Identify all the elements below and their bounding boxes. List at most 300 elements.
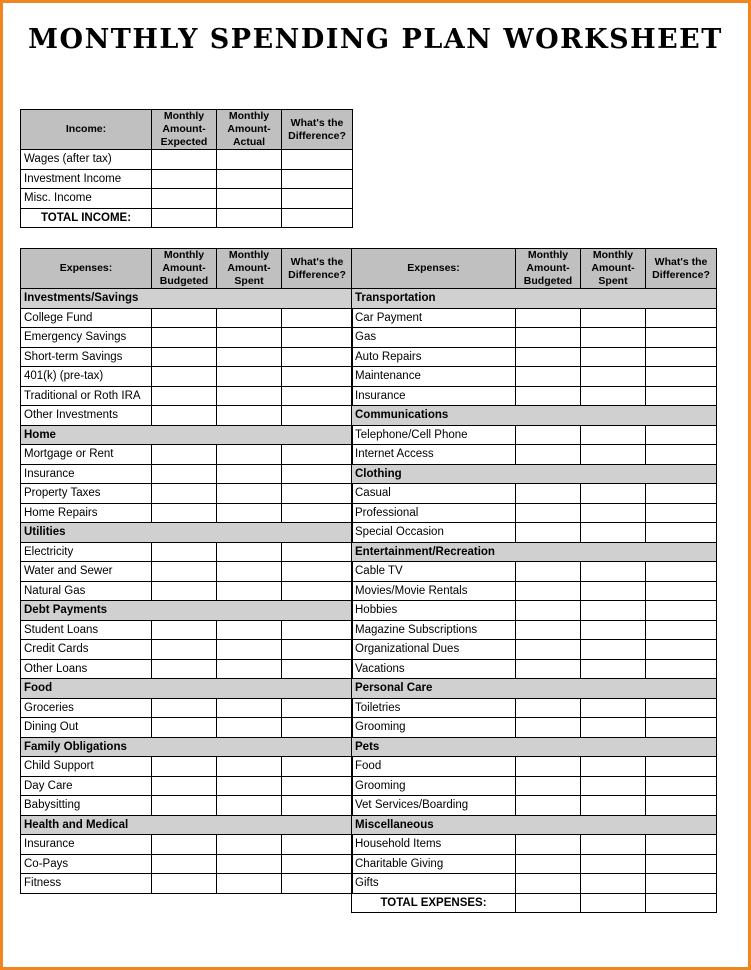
row-label: Gifts — [352, 874, 516, 894]
section-header-row — [21, 679, 353, 699]
amount-2-cell[interactable] — [217, 854, 282, 874]
table-row — [352, 776, 717, 796]
amount-2-cell[interactable] — [581, 581, 646, 601]
total-row — [352, 893, 717, 913]
difference-cell[interactable] — [646, 698, 717, 718]
amount-1-cell[interactable] — [516, 620, 581, 640]
amount-2-cell[interactable] — [217, 150, 282, 170]
amount-2-cell[interactable] — [581, 367, 646, 387]
table-row — [21, 640, 353, 660]
difference-cell[interactable] — [646, 659, 717, 679]
amount-1-cell[interactable] — [516, 308, 581, 328]
difference-cell[interactable] — [282, 484, 353, 504]
amount-2-cell[interactable] — [217, 620, 282, 640]
table-row — [352, 718, 717, 738]
amount-2-cell[interactable] — [581, 503, 646, 523]
difference-cell[interactable] — [282, 503, 353, 523]
table-row — [21, 150, 353, 170]
row-label: Maintenance — [352, 367, 516, 387]
row-label: Short-term Savings — [21, 347, 152, 367]
row-label: Insurance — [21, 835, 152, 855]
difference-cell[interactable] — [282, 150, 353, 170]
table-row — [352, 308, 717, 328]
expenses-table-right — [351, 248, 717, 913]
section-header-row — [21, 815, 353, 835]
amount-2-cell[interactable] — [581, 718, 646, 738]
amount-1-cell[interactable] — [516, 835, 581, 855]
table-row — [352, 620, 717, 640]
column-header: What's the Difference? — [646, 249, 717, 289]
amount-1-cell[interactable] — [152, 328, 217, 348]
section-header-row — [21, 425, 353, 445]
total-amount-2-cell[interactable] — [217, 208, 282, 228]
header-row — [21, 249, 353, 289]
row-label: Magazine Subscriptions — [352, 620, 516, 640]
row-label: Day Care — [21, 776, 152, 796]
amount-2-cell[interactable] — [217, 757, 282, 777]
amount-1-cell[interactable] — [152, 464, 217, 484]
amount-2-cell[interactable] — [217, 464, 282, 484]
header-row — [21, 110, 353, 150]
amount-1-cell[interactable] — [152, 718, 217, 738]
section-label: Food — [21, 679, 353, 699]
table-row — [21, 169, 353, 189]
row-label: Misc. Income — [21, 189, 152, 209]
difference-cell[interactable] — [646, 386, 717, 406]
section-label: Personal Care — [352, 679, 717, 699]
amount-1-cell[interactable] — [152, 698, 217, 718]
table-row — [352, 581, 717, 601]
table-row — [352, 328, 717, 348]
section-header-row — [352, 406, 717, 426]
amount-2-cell[interactable] — [217, 835, 282, 855]
difference-cell[interactable] — [646, 640, 717, 660]
row-label: Dining Out — [21, 718, 152, 738]
amount-2-cell[interactable] — [217, 484, 282, 504]
table-row — [352, 796, 717, 816]
difference-cell[interactable] — [282, 835, 353, 855]
amount-2-cell[interactable] — [217, 698, 282, 718]
table-row — [21, 796, 353, 816]
amount-2-cell[interactable] — [217, 503, 282, 523]
amount-1-cell[interactable] — [516, 796, 581, 816]
table-row — [352, 562, 717, 582]
amount-2-cell[interactable] — [217, 406, 282, 426]
row-label: Emergency Savings — [21, 328, 152, 348]
row-label: Vet Services/Boarding — [352, 796, 516, 816]
column-header: Monthly Amount-Budgeted — [152, 249, 217, 289]
difference-cell[interactable] — [646, 328, 717, 348]
row-label: Telephone/Cell Phone — [352, 425, 516, 445]
column-header: Monthly Amount-Actual — [217, 110, 282, 150]
row-label: Auto Repairs — [352, 347, 516, 367]
amount-1-cell[interactable] — [516, 776, 581, 796]
amount-2-cell[interactable] — [217, 776, 282, 796]
column-header: What's the Difference? — [282, 110, 353, 150]
column-header: Expenses: — [352, 249, 516, 289]
table-row — [21, 445, 353, 465]
amount-1-cell[interactable] — [152, 581, 217, 601]
table-row — [21, 328, 353, 348]
amount-1-cell[interactable] — [516, 698, 581, 718]
table-row — [21, 562, 353, 582]
amount-1-cell[interactable] — [516, 757, 581, 777]
column-header: Monthly Amount-Spent — [217, 249, 282, 289]
section-header-row — [352, 289, 717, 309]
amount-1-cell[interactable] — [152, 169, 217, 189]
table-row — [352, 503, 717, 523]
row-label: Other Investments — [21, 406, 152, 426]
section-label: Debt Payments — [21, 601, 353, 621]
section-header-row — [21, 601, 353, 621]
difference-cell[interactable] — [646, 718, 717, 738]
amount-2-cell[interactable] — [581, 854, 646, 874]
amount-1-cell[interactable] — [516, 640, 581, 660]
total-amount-2-cell[interactable] — [581, 893, 646, 913]
amount-2-cell[interactable] — [581, 640, 646, 660]
header-row — [352, 249, 717, 289]
table-row — [352, 425, 717, 445]
expenses-table-left — [20, 248, 353, 894]
row-label: Insurance — [352, 386, 516, 406]
amount-1-cell[interactable] — [516, 562, 581, 582]
section-header-row — [352, 464, 717, 484]
amount-2-cell[interactable] — [217, 796, 282, 816]
amount-1-cell[interactable] — [152, 367, 217, 387]
row-label: Traditional or Roth IRA — [21, 386, 152, 406]
amount-2-cell[interactable] — [217, 386, 282, 406]
amount-1-cell[interactable] — [516, 854, 581, 874]
difference-cell[interactable] — [646, 776, 717, 796]
difference-cell[interactable] — [282, 854, 353, 874]
row-label: Groceries — [21, 698, 152, 718]
amount-1-cell[interactable] — [516, 718, 581, 738]
amount-1-cell[interactable] — [516, 659, 581, 679]
amount-1-cell[interactable] — [516, 601, 581, 621]
row-label: Fitness — [21, 874, 152, 894]
total-row — [21, 208, 353, 228]
amount-2-cell[interactable] — [217, 189, 282, 209]
amount-1-cell[interactable] — [152, 874, 217, 894]
row-label: Charitable Giving — [352, 854, 516, 874]
section-label: Health and Medical — [21, 815, 353, 835]
section-label: Clothing — [352, 464, 717, 484]
difference-cell[interactable] — [282, 562, 353, 582]
difference-cell[interactable] — [646, 562, 717, 582]
difference-cell[interactable] — [646, 503, 717, 523]
amount-2-cell[interactable] — [217, 718, 282, 738]
section-label: Transportation — [352, 289, 717, 309]
difference-cell[interactable] — [646, 874, 717, 894]
row-label: Professional — [352, 503, 516, 523]
amount-2-cell[interactable] — [581, 445, 646, 465]
difference-cell[interactable] — [646, 835, 717, 855]
amount-1-cell[interactable] — [152, 562, 217, 582]
row-label: Other Loans — [21, 659, 152, 679]
table-row — [21, 835, 353, 855]
difference-cell[interactable] — [646, 308, 717, 328]
table-row — [21, 347, 353, 367]
table-row — [352, 445, 717, 465]
row-label: Electricity — [21, 542, 152, 562]
table-row — [21, 503, 353, 523]
table-row — [352, 757, 717, 777]
amount-2-cell[interactable] — [217, 659, 282, 679]
total-label: TOTAL EXPENSES: — [352, 893, 516, 913]
amount-1-cell[interactable] — [516, 503, 581, 523]
amount-1-cell[interactable] — [152, 796, 217, 816]
total-amount-1-cell[interactable] — [152, 208, 217, 228]
table-row — [21, 854, 353, 874]
amount-1-cell[interactable] — [516, 347, 581, 367]
table-row — [21, 386, 353, 406]
amount-1-cell[interactable] — [516, 581, 581, 601]
amount-2-cell[interactable] — [581, 601, 646, 621]
amount-2-cell[interactable] — [581, 776, 646, 796]
section-label: Utilities — [21, 523, 353, 543]
table-row — [21, 776, 353, 796]
row-label: Casual — [352, 484, 516, 504]
row-label: Mortgage or Rent — [21, 445, 152, 465]
row-label: Internet Access — [352, 445, 516, 465]
difference-cell[interactable] — [646, 796, 717, 816]
amount-2-cell[interactable] — [217, 347, 282, 367]
section-header-row — [352, 679, 717, 699]
row-label: Grooming — [352, 718, 516, 738]
amount-1-cell[interactable] — [152, 835, 217, 855]
table-row — [21, 308, 353, 328]
table-row — [352, 347, 717, 367]
amount-1-cell[interactable] — [152, 386, 217, 406]
difference-cell[interactable] — [282, 367, 353, 387]
amount-1-cell[interactable] — [152, 503, 217, 523]
table-row — [21, 718, 353, 738]
amount-1-cell[interactable] — [152, 308, 217, 328]
difference-cell[interactable] — [646, 523, 717, 543]
column-header: Expenses: — [21, 249, 152, 289]
table-row — [352, 835, 717, 855]
amount-1-cell[interactable] — [516, 386, 581, 406]
amount-1-cell[interactable] — [516, 523, 581, 543]
difference-cell[interactable] — [646, 367, 717, 387]
amount-2-cell[interactable] — [217, 640, 282, 660]
amount-2-cell[interactable] — [217, 874, 282, 894]
row-label: Credit Cards — [21, 640, 152, 660]
difference-cell[interactable] — [282, 445, 353, 465]
section-header-row — [21, 523, 353, 543]
difference-cell[interactable] — [282, 347, 353, 367]
section-label: Family Obligations — [21, 737, 353, 757]
amount-2-cell[interactable] — [217, 328, 282, 348]
difference-cell[interactable] — [282, 776, 353, 796]
table-row — [21, 757, 353, 777]
table-row — [352, 386, 717, 406]
table-row — [21, 464, 353, 484]
page-title: MONTHLY SPENDING PLAN WORKSHEET — [28, 24, 723, 55]
table-row — [352, 874, 717, 894]
amount-1-cell[interactable] — [152, 445, 217, 465]
total-difference-cell[interactable] — [282, 208, 353, 228]
row-label: Natural Gas — [21, 581, 152, 601]
table-row — [21, 874, 353, 894]
row-label: Gas — [352, 328, 516, 348]
difference-cell[interactable] — [282, 640, 353, 660]
row-label: Property Taxes — [21, 484, 152, 504]
section-label: Investments/Savings — [21, 289, 353, 309]
section-header-row — [352, 737, 717, 757]
amount-1-cell[interactable] — [152, 620, 217, 640]
amount-1-cell[interactable] — [152, 542, 217, 562]
table-row — [21, 698, 353, 718]
amount-2-cell[interactable] — [217, 542, 282, 562]
amount-2-cell[interactable] — [581, 562, 646, 582]
table-row — [21, 542, 353, 562]
amount-2-cell[interactable] — [581, 347, 646, 367]
row-label: Co-Pays — [21, 854, 152, 874]
table-row — [352, 640, 717, 660]
amount-1-cell[interactable] — [152, 757, 217, 777]
difference-cell[interactable] — [282, 874, 353, 894]
difference-cell[interactable] — [282, 718, 353, 738]
total-amount-1-cell[interactable] — [516, 893, 581, 913]
row-label: Cable TV — [352, 562, 516, 582]
section-label: Home — [21, 425, 353, 445]
difference-cell[interactable] — [646, 347, 717, 367]
difference-cell[interactable] — [282, 169, 353, 189]
amount-1-cell[interactable] — [516, 367, 581, 387]
row-label: Insurance — [21, 464, 152, 484]
table-row — [352, 484, 717, 504]
amount-2-cell[interactable] — [581, 659, 646, 679]
table-row — [21, 620, 353, 640]
amount-1-cell[interactable] — [152, 659, 217, 679]
amount-2-cell[interactable] — [217, 308, 282, 328]
section-label: Communications — [352, 406, 717, 426]
amount-2-cell[interactable] — [217, 445, 282, 465]
row-label: 401(k) (pre-tax) — [21, 367, 152, 387]
row-label: Water and Sewer — [21, 562, 152, 582]
table-row — [352, 659, 717, 679]
difference-cell[interactable] — [646, 854, 717, 874]
amount-2-cell[interactable] — [217, 581, 282, 601]
difference-cell[interactable] — [646, 757, 717, 777]
row-label: Wages (after tax) — [21, 150, 152, 170]
table-row — [21, 484, 353, 504]
difference-cell[interactable] — [646, 425, 717, 445]
difference-cell[interactable] — [646, 601, 717, 621]
section-header-row — [352, 542, 717, 562]
amount-1-cell[interactable] — [152, 854, 217, 874]
amount-1-cell[interactable] — [516, 328, 581, 348]
amount-1-cell[interactable] — [516, 874, 581, 894]
difference-cell[interactable] — [282, 581, 353, 601]
amount-2-cell[interactable] — [581, 796, 646, 816]
section-header-row — [352, 815, 717, 835]
total-label: TOTAL INCOME: — [21, 208, 152, 228]
amount-2-cell[interactable] — [581, 698, 646, 718]
row-label: Child Support — [21, 757, 152, 777]
total-difference-cell[interactable] — [646, 893, 717, 913]
amount-1-cell[interactable] — [516, 484, 581, 504]
section-header-row — [21, 289, 353, 309]
row-label: Babysitting — [21, 796, 152, 816]
difference-cell[interactable] — [282, 620, 353, 640]
amount-1-cell[interactable] — [516, 445, 581, 465]
table-row — [352, 601, 717, 621]
difference-cell[interactable] — [646, 620, 717, 640]
section-header-row — [21, 737, 353, 757]
amount-2-cell[interactable] — [581, 757, 646, 777]
section-label: Miscellaneous — [352, 815, 717, 835]
amount-1-cell[interactable] — [152, 189, 217, 209]
difference-cell[interactable] — [282, 659, 353, 679]
difference-cell[interactable] — [282, 698, 353, 718]
amount-1-cell[interactable] — [152, 484, 217, 504]
amount-2-cell[interactable] — [581, 523, 646, 543]
table-row — [352, 698, 717, 718]
difference-cell[interactable] — [282, 542, 353, 562]
row-label: Food — [352, 757, 516, 777]
table-row — [21, 406, 353, 426]
row-label: Special Occasion — [352, 523, 516, 543]
amount-1-cell[interactable] — [152, 776, 217, 796]
amount-2-cell[interactable] — [581, 835, 646, 855]
row-label: Home Repairs — [21, 503, 152, 523]
amount-1-cell[interactable] — [516, 425, 581, 445]
amount-1-cell[interactable] — [152, 347, 217, 367]
amount-2-cell[interactable] — [217, 562, 282, 582]
difference-cell[interactable] — [282, 464, 353, 484]
amount-2-cell[interactable] — [581, 874, 646, 894]
amount-2-cell[interactable] — [217, 169, 282, 189]
income-table — [20, 109, 353, 228]
amount-2-cell[interactable] — [581, 328, 646, 348]
difference-cell[interactable] — [282, 386, 353, 406]
difference-cell[interactable] — [646, 445, 717, 465]
amount-2-cell[interactable] — [581, 308, 646, 328]
table-row — [21, 189, 353, 209]
amount-1-cell[interactable] — [152, 640, 217, 660]
difference-cell[interactable] — [646, 484, 717, 504]
amount-2-cell[interactable] — [217, 367, 282, 387]
difference-cell[interactable] — [282, 796, 353, 816]
amount-1-cell[interactable] — [152, 150, 217, 170]
difference-cell[interactable] — [646, 581, 717, 601]
row-label: Vacations — [352, 659, 516, 679]
table-row — [21, 659, 353, 679]
row-label: Household Items — [352, 835, 516, 855]
column-header: Income: — [21, 110, 152, 150]
difference-cell[interactable] — [282, 757, 353, 777]
row-label: Movies/Movie Rentals — [352, 581, 516, 601]
section-label: Pets — [352, 737, 717, 757]
row-label: Grooming — [352, 776, 516, 796]
column-header: Monthly Amount-Spent — [581, 249, 646, 289]
table-row — [352, 854, 717, 874]
row-label: Toiletries — [352, 698, 516, 718]
amount-2-cell[interactable] — [581, 425, 646, 445]
amount-2-cell[interactable] — [581, 620, 646, 640]
amount-2-cell[interactable] — [581, 386, 646, 406]
difference-cell[interactable] — [282, 308, 353, 328]
difference-cell[interactable] — [282, 189, 353, 209]
amount-1-cell[interactable] — [152, 406, 217, 426]
column-header: What's the Difference? — [282, 249, 353, 289]
difference-cell[interactable] — [282, 328, 353, 348]
difference-cell[interactable] — [282, 406, 353, 426]
amount-2-cell[interactable] — [581, 484, 646, 504]
row-label: Hobbies — [352, 601, 516, 621]
